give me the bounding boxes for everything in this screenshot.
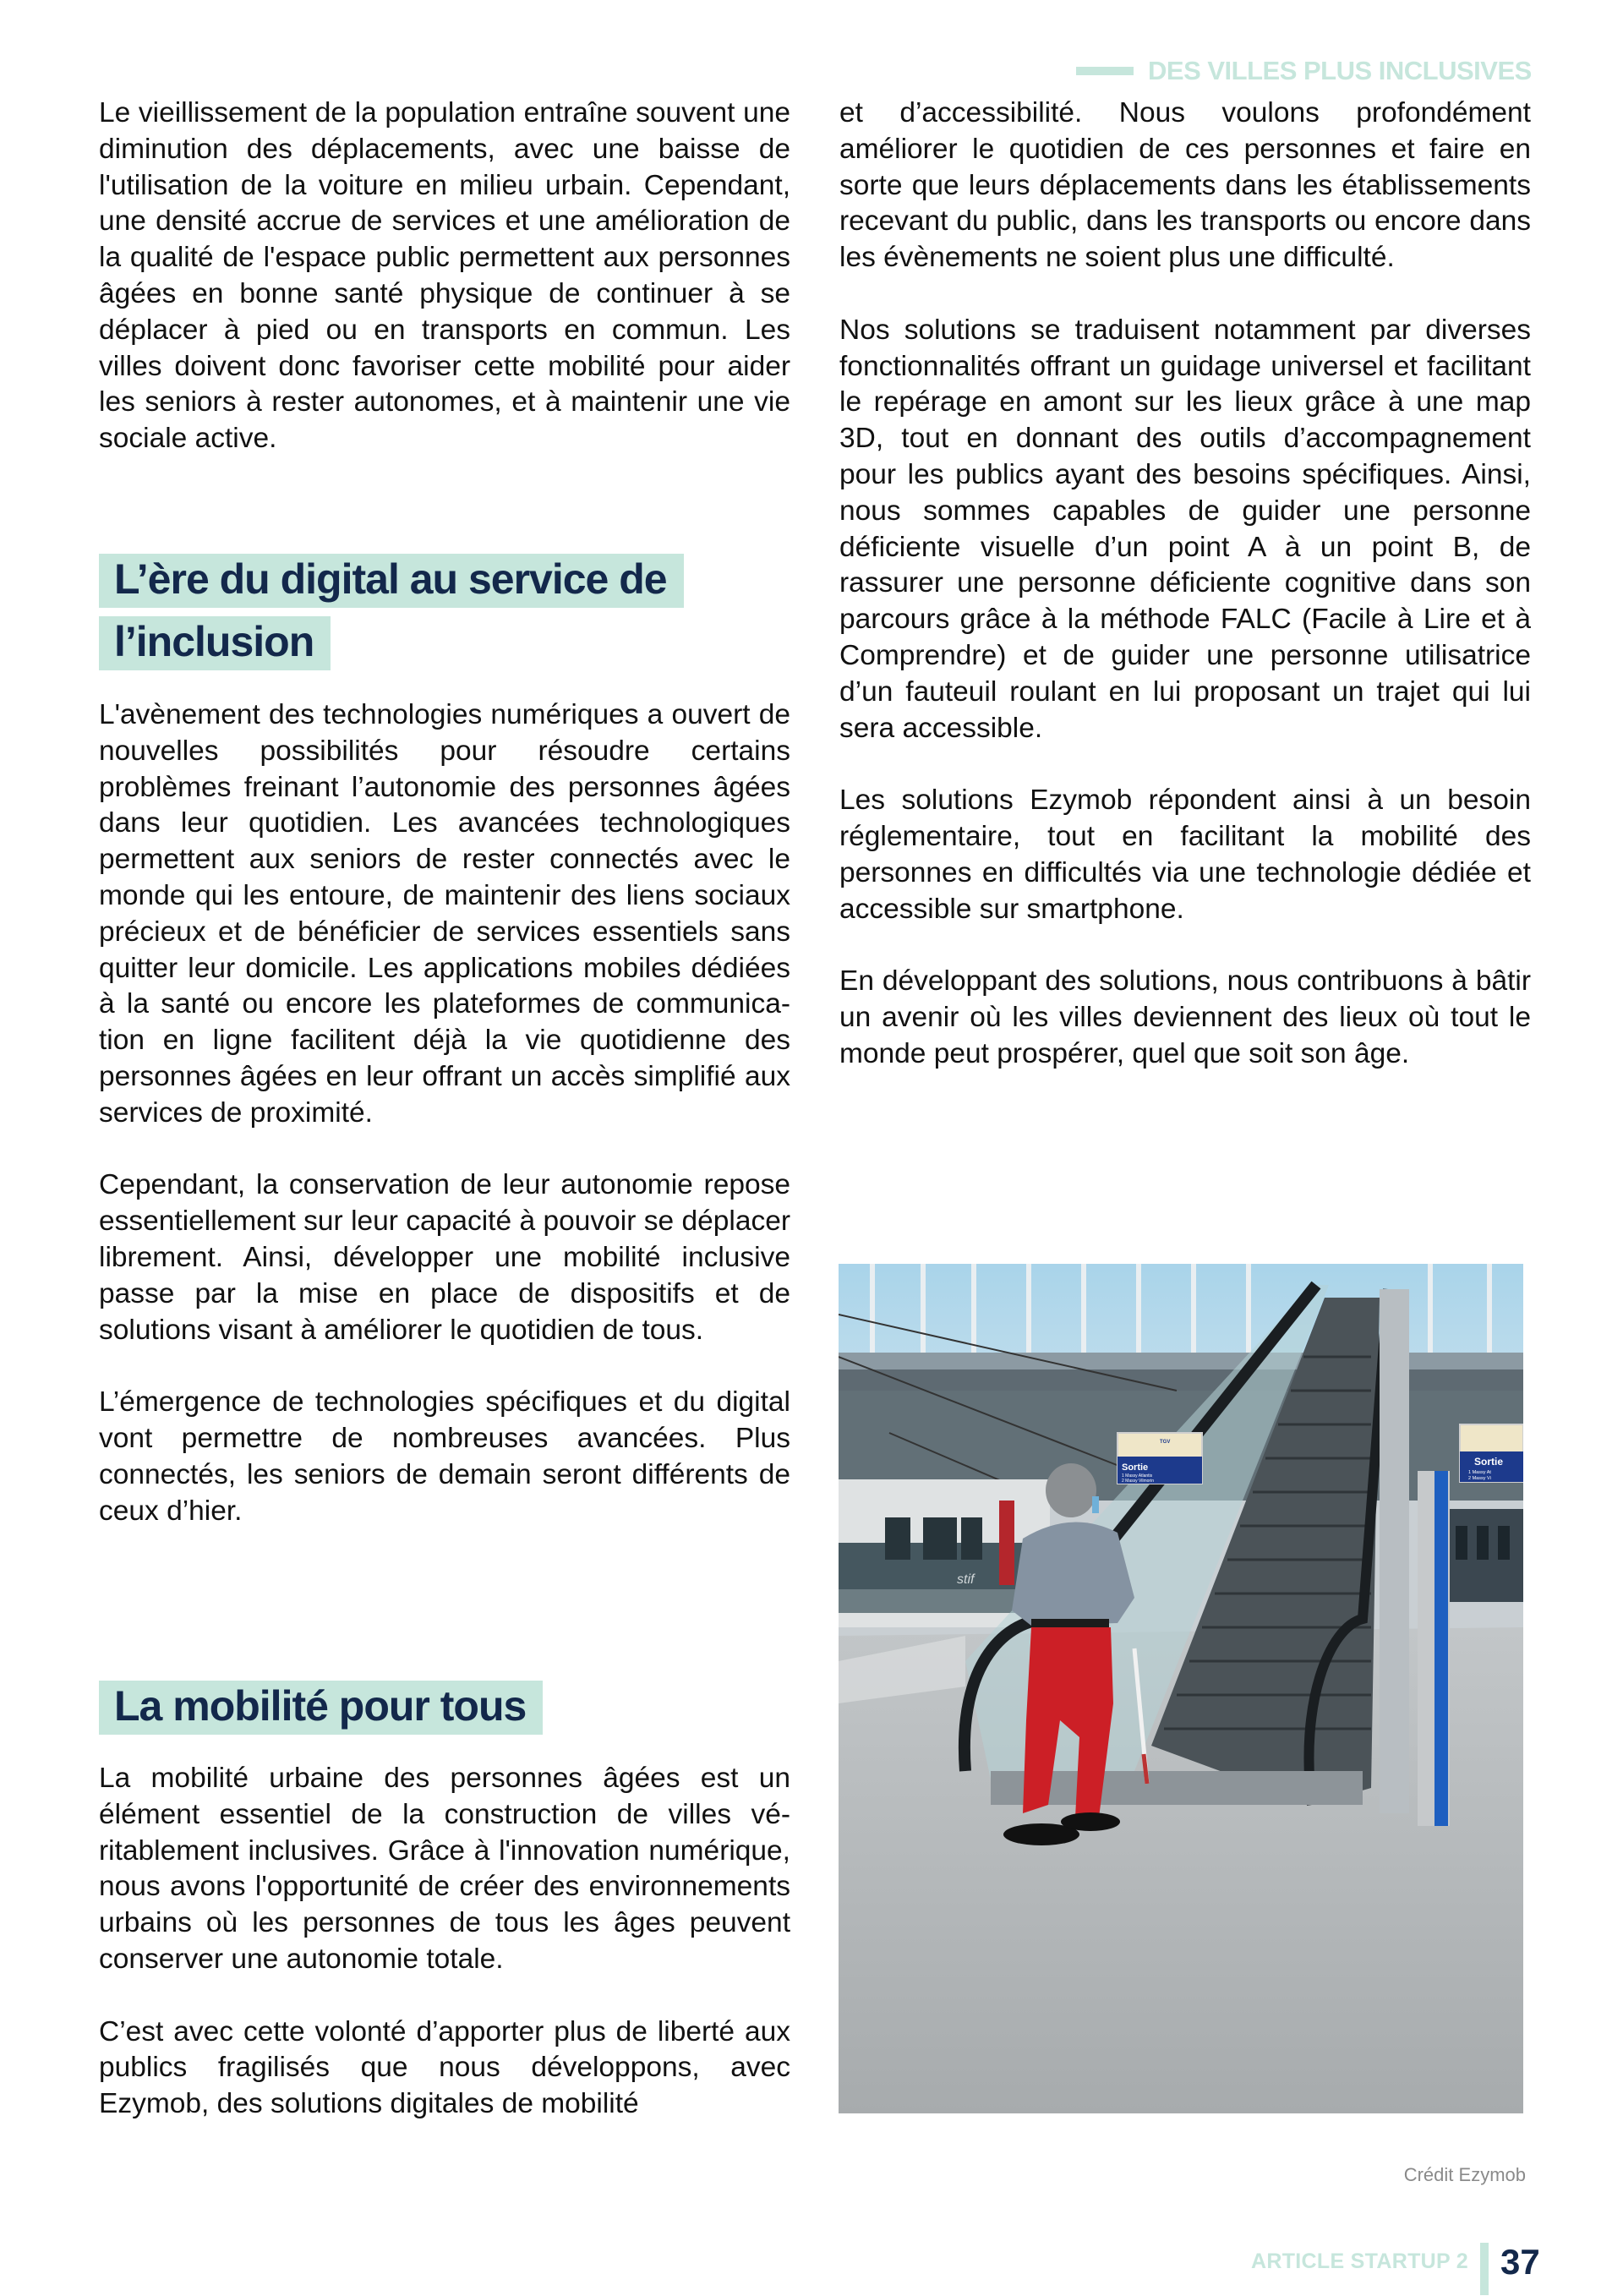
body-paragraph: L'avènement des technologies numériques a ouvert de nouvelles possibilités pour résoudre certains problèmes freinant l’autonomie des personnes âgées dans leur quotidien. Les avancées technologiques permettent aux seniors de rester connectés avec le monde qui les entoure, de maintenir des liens sociaux précieux et de bénéficier de services essentiels sans quitter leur domicile. Les applications mobiles dédiées à la santé ou encore les plateformes de communication en ligne facilitent déjà la vie quotidienne des personnes âgées en leur offrant un accès simplifié aux services de proximité. — [99, 699, 790, 1129]
person-belt — [1031, 1619, 1109, 1627]
walkway-beam — [839, 1353, 1523, 1369]
mobilite-block — [99, 1761, 790, 2123]
heading-line-1: L’ère du digital au service de — [99, 554, 684, 608]
escalator-side-panel — [1380, 1289, 1409, 1813]
exit-sign-center — [1118, 1433, 1202, 1484]
heading-digital — [99, 548, 792, 673]
sign-exit-2: 2 Massy Vilmorin — [1122, 1479, 1154, 1484]
body-paragraph: et d’accessibilité. Nous voulons profondément améliorer le quotidien de ces personnes et faire en sorte que leurs déplacements dans les établissements recevant du public, dans les transports ou encore dans les évènements ne soient plus une difficulté. — [839, 97, 1531, 274]
photo-credit: Crédit Ezymob — [1403, 2164, 1526, 2185]
body-paragraph: Les solutions Ezymob répondent ainsi à un besoin réglementaire, tout en facilitant la mobilité des personnes en difficultés via une technologie dédiée et accessible sur smartphone. — [839, 784, 1531, 925]
section-heading — [99, 1675, 792, 1737]
exit-sign-right — [1460, 1424, 1523, 1482]
footer-divider — [1480, 2243, 1489, 2295]
body-paragraph: Cependant, la conservation de leur autonomie repose essentiellement sur leur capacité à pouvoir se déplacer librement. Ainsi, développer une mobilité inclusive passe par la mise en place de dispositifs et de solutions visant à améliorer le quotidien de tous. — [99, 1169, 790, 1346]
photo-illustration — [839, 1264, 1523, 2113]
section-heading — [99, 548, 792, 673]
train-door-stripe — [999, 1501, 1014, 1585]
sign-exit-1: 1 Massy At — [1468, 1470, 1491, 1475]
running-header — [1076, 54, 1532, 88]
page-number: 37 — [1500, 2242, 1540, 2282]
body-paragraph: Nos solutions se traduisent notamment par diverses fonctionnalités offrant un guidage universel et facilitant le repérage en amont sur les lieux grâce à une map 3D, tout en donnant des outils d’accompagnement pour les publics ayant des besoins spécifiques. Ainsi, nous sommes capables de guider une personne déficiente visuelle d’un point A à un point B, de rassurer une personne déficiente cognitive dans son parcours grâce à la méthode FALC (Facile à Lire et à Comprendre) et de guider une personne utilisatrice d’un fauteuil roulant en lui proposant un trajet qui lui sera accessible. — [839, 314, 1531, 744]
intro-paragraph: Le vieillissement de la population entraîne souvent une diminution des déplacements, avec une baisse de l'utilisation de la voiture en milieu urbain. Cependant, une densité accrue de services et une amélioration de la qualité de l'espace public permettent aux personnes âgées en bonne santé physique de continuer à se déplacer à pied ou en transports en commun. Les villes doivent donc favoriser cette mobilité pour aider les seniors à rester autonomes, et à maintenir une vie sociale active. — [99, 97, 790, 455]
sign-title: Sortie — [1474, 1456, 1504, 1468]
intro-block — [99, 96, 790, 457]
page-footer — [1251, 2243, 1540, 2293]
heading-line-2: l’inclusion — [99, 616, 331, 670]
heading-line-1: La mobilité pour tous — [99, 1681, 543, 1735]
body-paragraph: La mobilité urbaine des personnes âgées est un élément essentiel de la construction de villes véritablement inclusives. Grâce à l'innovation numérique, nous avons l'opportunité de créer des environnements urbains où les personnes de tous les âges peuvent conserver une autonomie totale. — [99, 1763, 790, 1975]
train-logo: stif — [957, 1572, 975, 1587]
sign-tgv: TGV — [1160, 1440, 1171, 1445]
sign-exit-2: 2 Massy Vi — [1468, 1476, 1491, 1481]
right-column — [839, 96, 1531, 1073]
sign-exit-1: 1 Massy Atlantis — [1122, 1473, 1153, 1479]
sign-title: Sortie — [1122, 1462, 1149, 1473]
person-shoe-right — [1061, 1812, 1120, 1831]
section-label: DES VILLES PLUS INCLUSIVES — [1148, 56, 1532, 85]
digital-block — [99, 697, 790, 1529]
body-paragraph: C’est avec cette volonté d’apporter plus de liberté aux publics fragilisés que nous développons, avec Ezymob, des solutions digitales de mobilité — [99, 2015, 790, 2120]
body-paragraph: En développant des solutions, nous contribuons à bâtir un avenir où les villes deviennent des lieux où tout le monde peut prospérer, quel que soit son âge. — [839, 965, 1531, 1069]
footer-label: ARTICLE STARTUP 2 — [1251, 2250, 1468, 2273]
person-head — [1046, 1463, 1096, 1517]
escalator-photo — [839, 1264, 1523, 2113]
body-paragraph: L’émergence de technologies spécifiques et du digital vont permettre de nombreuses avancées. Plus connectés, les seniors de demain seront différents de ceux d’hier. — [99, 1386, 790, 1527]
heading-mobilite — [99, 1675, 792, 1737]
person-shirt — [1012, 1522, 1134, 1626]
walkway-underside — [839, 1369, 1523, 1391]
header-accent-bar — [1076, 67, 1134, 75]
